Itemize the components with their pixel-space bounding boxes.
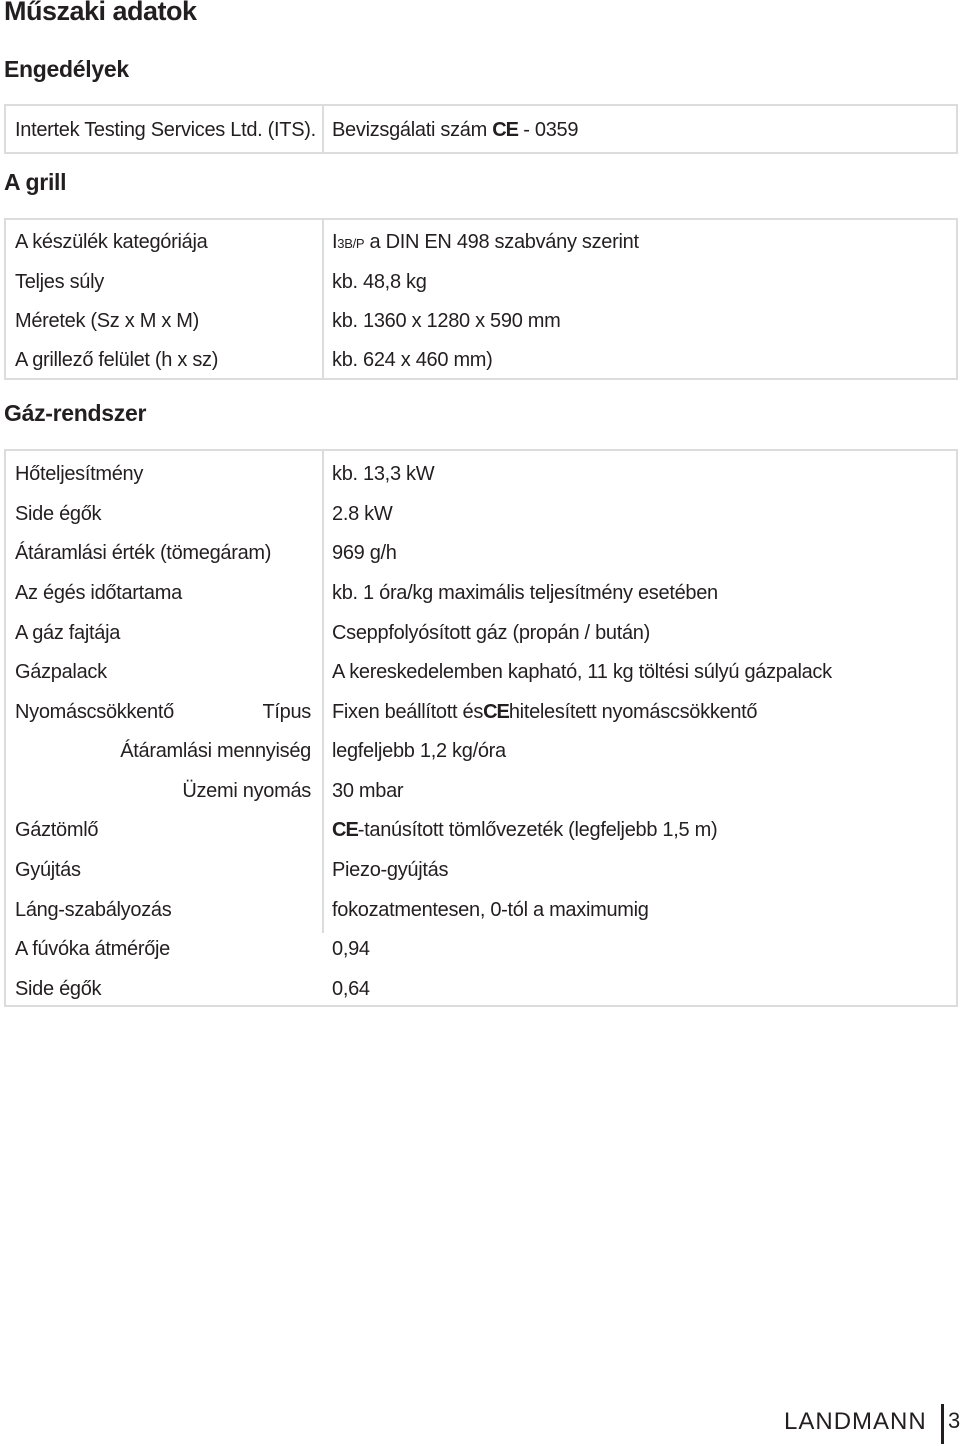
gas-table [4,449,958,1007]
page-number: 3 [948,1408,960,1433]
row-value: kb. 1 óra/kg maximális teljesítmény esetében [332,582,718,604]
grill-table [4,218,958,380]
table-row [6,494,956,534]
row-value: kb. 624 x 460 mm) [332,349,493,371]
section-heading-grill: A grill [4,169,67,195]
page-title: Műszaki adatok [4,0,197,26]
row-value: I3B/P a DIN EN 498 szabvány szerint [332,231,639,253]
row-sublabel: Üzemi nyomás [182,780,311,802]
ce-mark-icon: CE [492,119,519,141]
row-label: Az égés időtartama [15,582,182,604]
table-row [6,340,956,380]
table-row [6,222,956,262]
table-row [6,692,956,732]
row-value: 2.8 kW [332,503,393,525]
row-label: Side égők [15,503,102,525]
row-label: Nyomáscsökkentő [15,701,174,723]
row-value: fokozatmentesen, 0-tól a maximumig [332,899,649,921]
table-row [6,110,956,150]
row-label: A fúvóka átmérője [15,938,170,960]
row-label: A grillező felület (h x sz) [15,349,219,371]
row-label: Láng-szabályozás [15,899,172,921]
row-label: Átáramlási érték (tömegáram) [15,542,272,564]
table-row [6,890,956,930]
brand-logo: LANDMANN [784,1408,927,1435]
row-label: Méretek (Sz x M x M) [15,310,200,332]
table-row [6,969,956,1009]
table-row [6,613,956,653]
row-label: Gázpalack [15,661,107,683]
table-row [6,652,956,692]
row-value: kb. 48,8 kg [332,271,427,293]
approval-test-number: Bevizsgálati szám CE - 0359 [332,119,579,141]
row-value: 30 mbar [332,780,404,802]
row-value: 969 g/h [332,542,397,564]
row-label: Gyújtás [15,859,81,881]
ce-mark-icon: CE [332,819,358,841]
row-label: Hőteljesítmény [15,463,144,485]
table-row [6,533,956,573]
row-value: 0,94 [332,938,370,960]
footer-divider [941,1404,944,1444]
row-sublabel: Típus [262,701,311,723]
row-value: 0,64 [332,978,370,1000]
row-label: A gáz fajtája [15,622,121,644]
approvals-table [4,104,958,154]
ce-mark-icon: CE [483,701,509,723]
row-value: kb. 13,3 kW [332,463,435,485]
table-row [6,850,956,890]
section-heading-approvals: Engedélyek [4,56,129,82]
row-label: A készülék kategóriája [15,231,208,253]
row-label: Gáztömlő [15,819,99,841]
table-row [6,929,956,969]
row-value: A kereskedelemben kapható, 11 kg töltési súlyú gázpalack [332,661,832,683]
approval-org: Intertek Testing Services Ltd. (ITS). [15,119,316,141]
row-value: Piezo-gyújtás [332,859,449,881]
row-value: legfeljebb 1,2 kg/óra [332,740,506,762]
table-row [6,771,956,811]
row-value: CE-tanúsított tömlővezeték (legfeljebb 1,5 m) [332,819,718,841]
table-row [6,454,956,494]
row-value: Cseppfolyósított gáz (propán / bután) [332,622,650,644]
section-heading-gas: Gáz-rendszer [4,400,147,426]
table-row [6,573,956,613]
row-value: Fixen beállított ésCEhitelesített nyomáscsökkentő [332,701,758,723]
table-row [6,301,956,341]
row-label: Teljes súly [15,271,104,293]
table-row [6,731,956,771]
row-value: kb. 1360 x 1280 x 590 mm [332,310,561,332]
row-sublabel: Átáramlási mennyiség [120,740,311,762]
table-row [6,810,956,850]
table-row [6,262,956,302]
row-label: Side égők [15,978,102,1000]
